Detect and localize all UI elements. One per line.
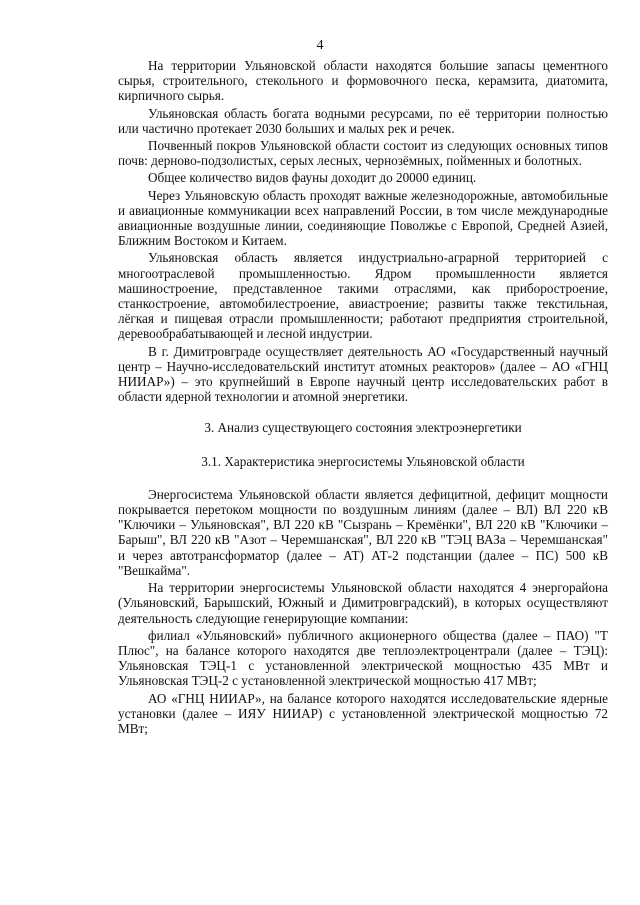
paragraph-water-resources: Ульяновская область богата водными ресурсами, по её территории полностью или частично протекает 2030 больших и малых рек и речек. — [118, 105, 608, 136]
paragraph-soil-cover: Почвенный покров Ульяновской области состоит из следующих основных типов почв: дерново-подзолистых, серых лесных, чернозёмных, пойменных и болотных. — [118, 138, 608, 169]
paragraph-communications: Через Ульяновскую область проходят важные железнодорожные, автомобильные и авиационные коммуникации всех направлений России, в том числе международные авиационные воздушные линии, соединяющие Поволжье с Европой, Средней Азией, Ближним Востоком и Китаем. — [118, 187, 608, 249]
paragraph-fauna: Общее количество видов фауны доходит до 20000 единиц. — [148, 170, 477, 186]
section-heading: 3. Анализ существующего состояния электроэнергетики — [204, 420, 522, 436]
document-body — [118, 58, 608, 738]
paragraph-iyau-niiar: АО «ГНЦ НИИАР», на балансе которого находятся исследовательские ядерные установки (далее – ИЯУ НИИАР) с установленной электрической мощностью 72 МВт; — [118, 690, 608, 736]
paragraph-industry: Ульяновская область является индустриально-аграрной территорией с многоотраслевой промышленностью. Ядром промышленности является машиностроение, представленное такими отраслями, как приборостроение, станкостроение, автомобилестроение, авиастроение; развиты также текстильная, лёгкая и пищевая отрасли промышленности; работают предприятия строительной, деревообрабатывающей и лесной индустрии. — [118, 250, 608, 342]
paragraph-energy-deficit: Энергосистема Ульяновской области является дефицитной, дефицит мощности покрывается перетоком мощности по воздушным линиям (далее – ВЛ) ВЛ 220 кВ "Ключики – Ульяновская", ВЛ 220 кВ "Сызрань – Кремёнки", ВЛ 220 кВ "Ключики – Барыш", ВЛ 220 кВ "Азот – Черемшанская", ВЛ 220 кВ "ТЭЦ ВАЗа – Черемшанская" и через автотрансформатор (далее – АТ) АТ-2 подстанции (далее – ПС) 500 кВ "Вешкайма". — [118, 486, 608, 578]
paragraph-niiar: В г. Димитровграде осуществляет деятельность АО «Государственный научный центр – Научно-исследовательский институт атомных реакторов» (далее – АО «ГНЦ НИИАР») – это крупнейший в Европе научный центр исследовательских работ в области ядерной технологии и атомной энергетики. — [118, 343, 608, 405]
paragraph-energy-districts: На территории энергосистемы Ульяновской области находятся 4 энергорайона (Ульяновский, Барышский, Южный и Димитровградский), в которых осуществляют деятельность следующие генерирующие компании: — [118, 580, 608, 626]
page-number: 4 — [316, 38, 324, 53]
paragraph-mineral-resources: На территории Ульяновской области находятся большие запасы цементного сырья, строительного, стекольного и формовочного песка, керамзита, диатомита, кирпичного сырья. — [118, 58, 608, 104]
subsection-heading: 3.1. Характеристика энергосистемы Ульяновской области — [201, 453, 525, 469]
paragraph-t-plus: филиал «Ульяновский» публичного акционерного общества (далее – ПАО) "Т Плюс", на балансе которого находятся две теплоэлектроцентрали (далее – ТЭЦ): Ульяновская ТЭЦ-1 с установленной электрической мощностью 435 МВт и Ульяновская ТЭЦ-2 с установленной электрической мощностью 417 МВт; — [118, 627, 608, 689]
